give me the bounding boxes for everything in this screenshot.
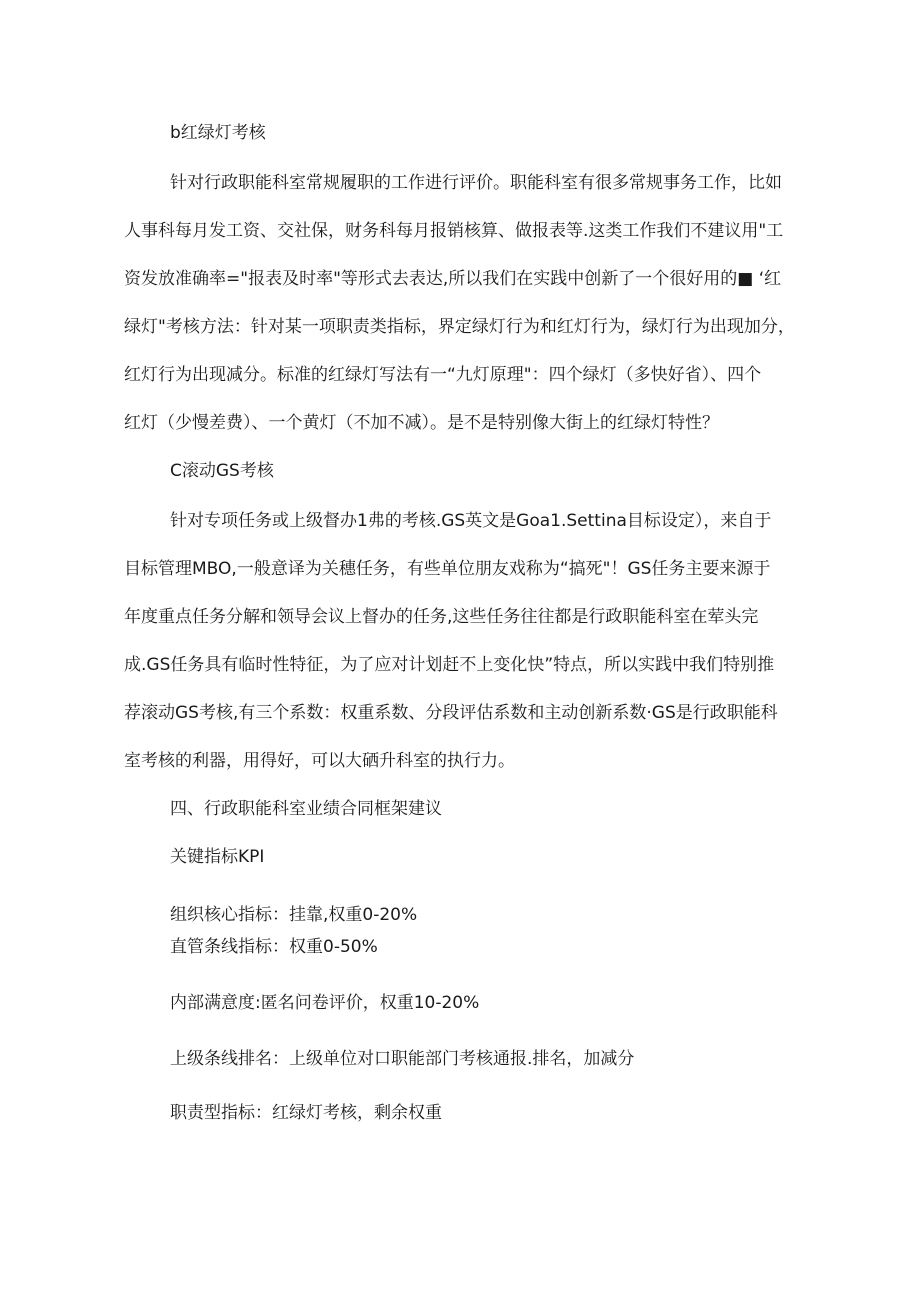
kpi-item-direct-line: 直管条线指标：权重0-50%: [170, 937, 378, 957]
kpi-item-org-core: 组织核心指标：挂靠,权重0-20%: [170, 905, 418, 925]
paragraph-b-line-6: 红灯（少慢差费）、一个黄灯（不加不减）。是不是特别像大街上的红绿灯特性？: [124, 413, 719, 433]
paragraph-b-line-2: 人事科每月发工资、交社保，财务科每月报销核算、做报表等.这类工作我们不建议用"工: [124, 221, 784, 241]
paragraph-b-line-3: 资发放准确率="报表及时率"等形式去表达,所以我们在实践中创新了一个很好用的■ ‘红: [124, 269, 782, 289]
kpi-item-duty-type: 职责型指标：红绿灯考核，剩余权重: [170, 1103, 442, 1123]
paragraph-c-line-2: 目标管理MBO,一般意译为关穗任务，有些单位朋友戏称为“搞死"！GS任务主要来源于: [124, 559, 771, 579]
paragraph-b-line-1: 针对行政职能科室常规履职的工作进行评价。职能科室有很多常规事务工作，比如: [170, 173, 782, 193]
paragraph-c-line-3: 年度重点任务分解和领导会议上督办的任务,这些任务往往都是行政职能科室在荤头完: [124, 607, 759, 627]
paragraph-b-line-5: 红灯行为出现减分。标准的红绿灯写法有一“九灯原理"：四个绿灯（多快好省）、四个: [124, 365, 762, 385]
paragraph-c-line-6: 室考核的利器，用得好，可以大硒升科室的执行力。: [124, 751, 515, 771]
kpi-item-internal-satisfaction: 内部满意度:匿名问卷评价，权重10-20%: [170, 993, 480, 1013]
paragraph-c-line-1: 针对专项任务或上级督办1弗的考核.GS英文是Goa1.Settina目标设定），来自于: [170, 511, 772, 531]
paragraph-c-line-5: 荐滚动GS考核,有三个系数：权重系数、分段评估系数和主动创新系数·GS是行政职能科: [124, 703, 778, 723]
heading-rolling-gs: C滚动GS考核: [170, 461, 274, 481]
heading-red-green-light: b红绿灯考核: [170, 123, 266, 143]
kpi-title: 关键指标KPI: [170, 847, 265, 867]
paragraph-c-line-4: 成.GS任务具有临时性特征，为了应对计划赶不上变化快”特点，所以实践中我们特别推: [124, 655, 775, 675]
kpi-item-superior-ranking: 上级条线排名：上级单位对口职能部门考核通报.排名，加减分: [170, 1049, 635, 1069]
paragraph-b-line-4: 绿灯"考核方法：针对某一项职责类指标，界定绿灯行为和红灯行为，绿灯行为出现加分，: [124, 317, 795, 337]
heading-section-four: 四、行政职能科室业绩合同框架建议: [170, 799, 442, 819]
